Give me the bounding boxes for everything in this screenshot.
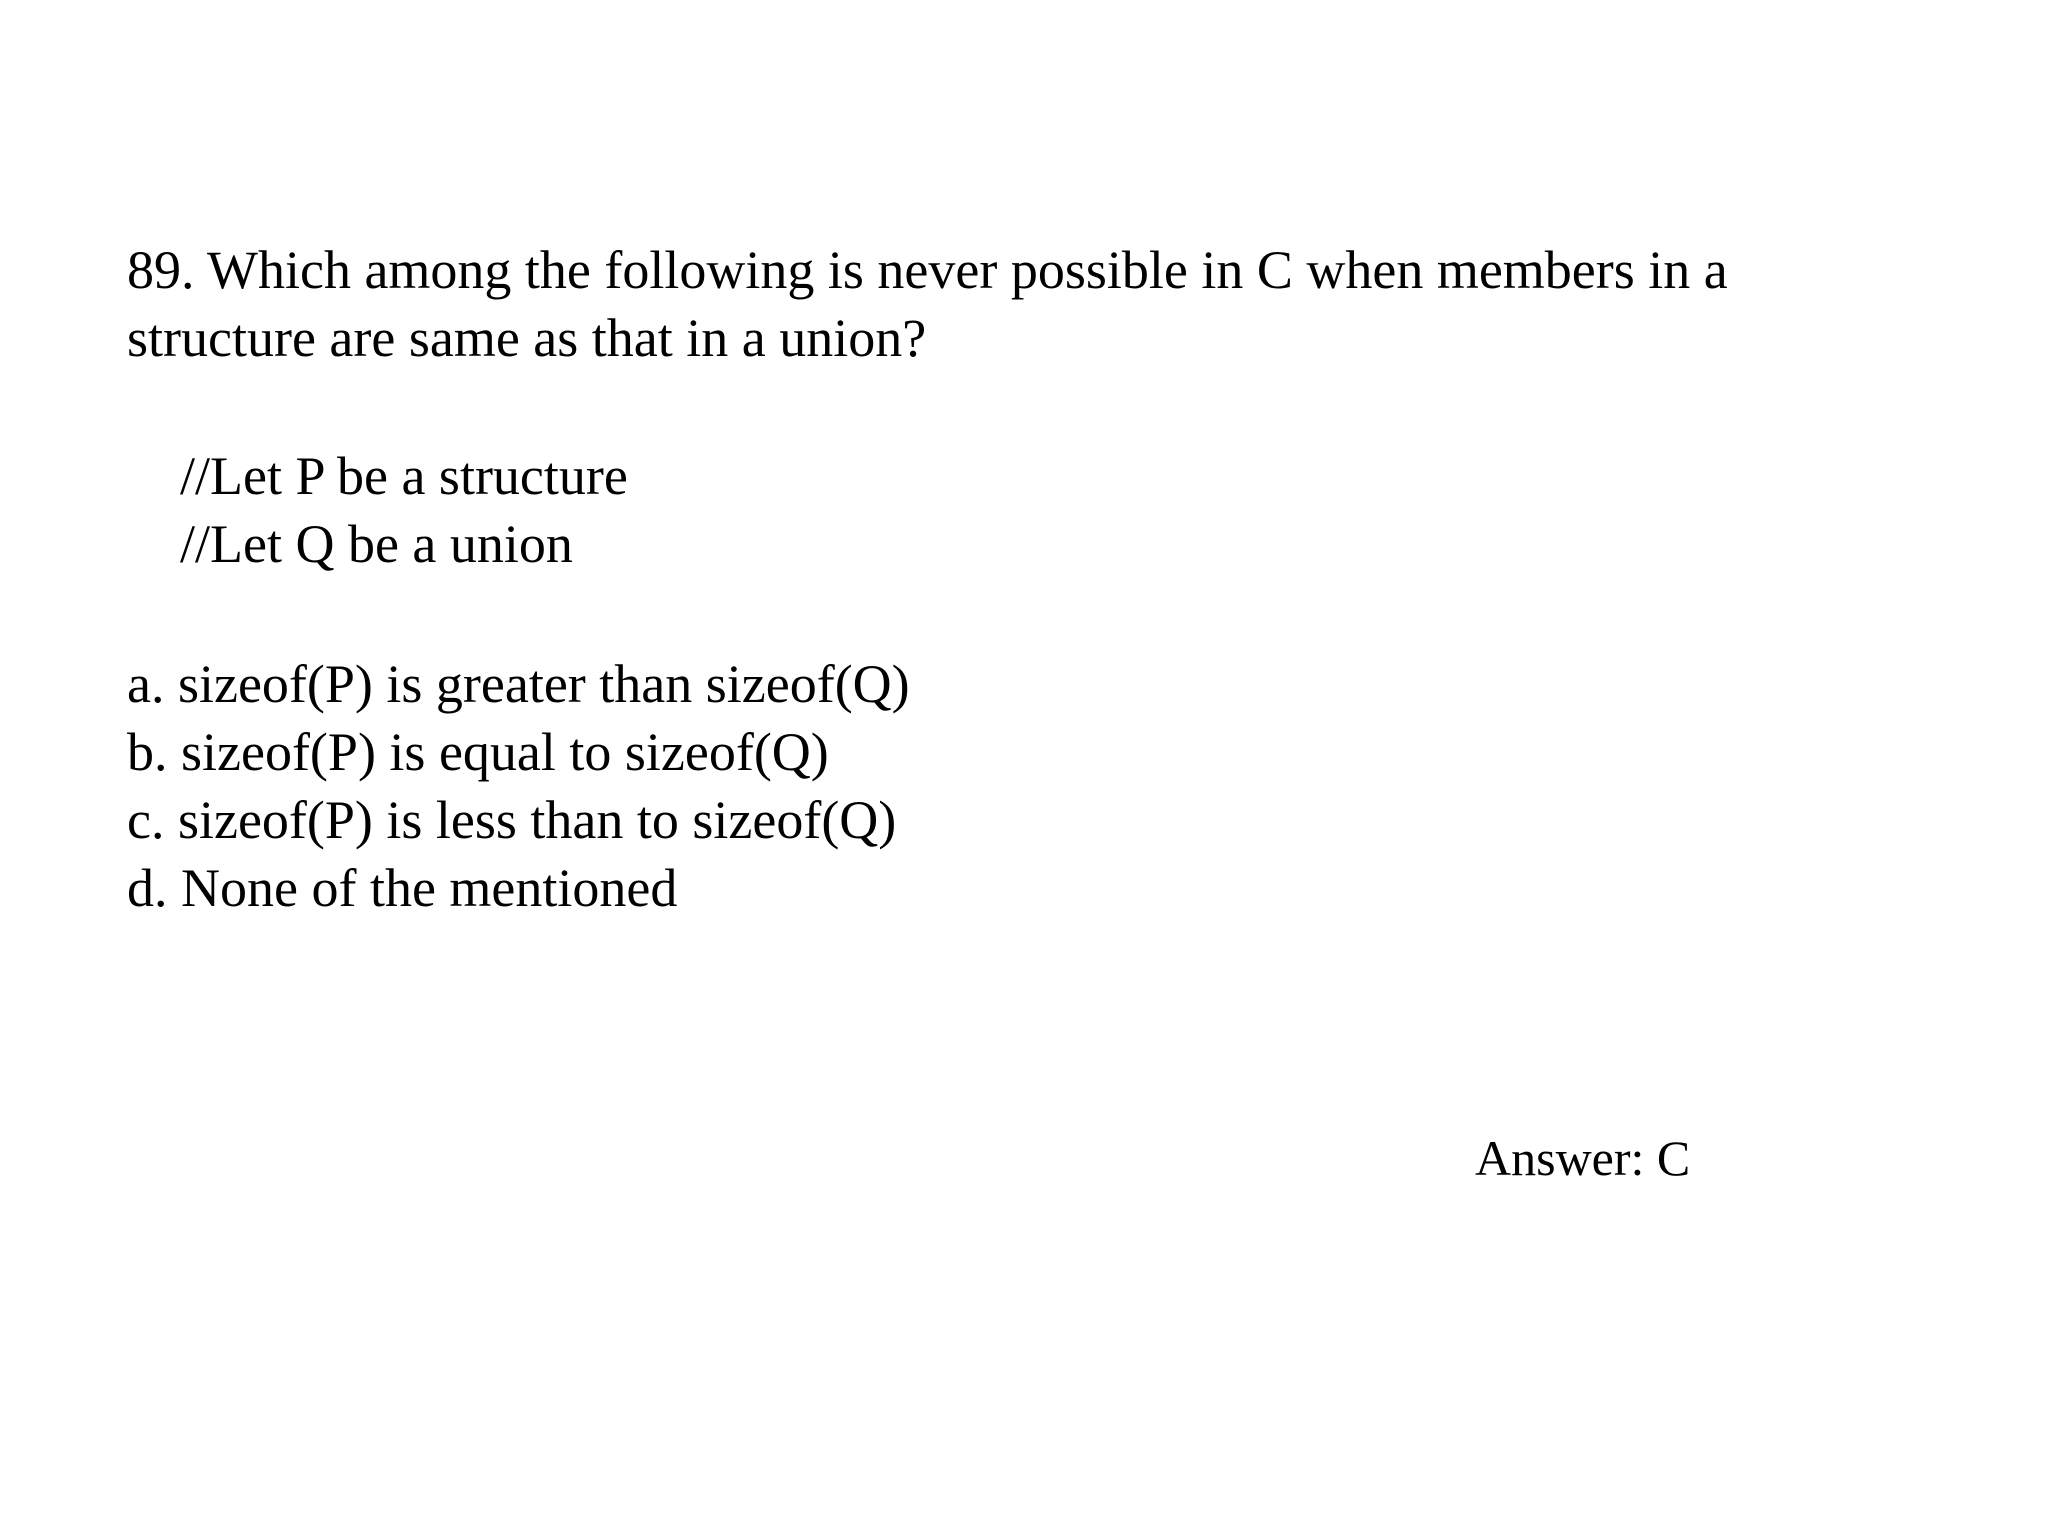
answer-text: Answer: C [1475,1130,1691,1186]
code-line-structure: //Let P be a structure [180,446,628,506]
question-text: 89. Which among the following is never possible in C when members in a structure are same as that in a union? [127,240,1728,368]
option-c: c. sizeof(P) is less than to sizeof(Q) [127,790,897,850]
option-d: d. None of the mentioned [127,858,678,918]
option-a: a. sizeof(P) is greater than sizeof(Q) [127,654,910,714]
option-b: b. sizeof(P) is equal to sizeof(Q) [127,722,829,782]
answer-options-list [127,650,910,922]
code-line-union: //Let Q be a union [180,514,573,574]
code-comment-block [180,442,628,578]
